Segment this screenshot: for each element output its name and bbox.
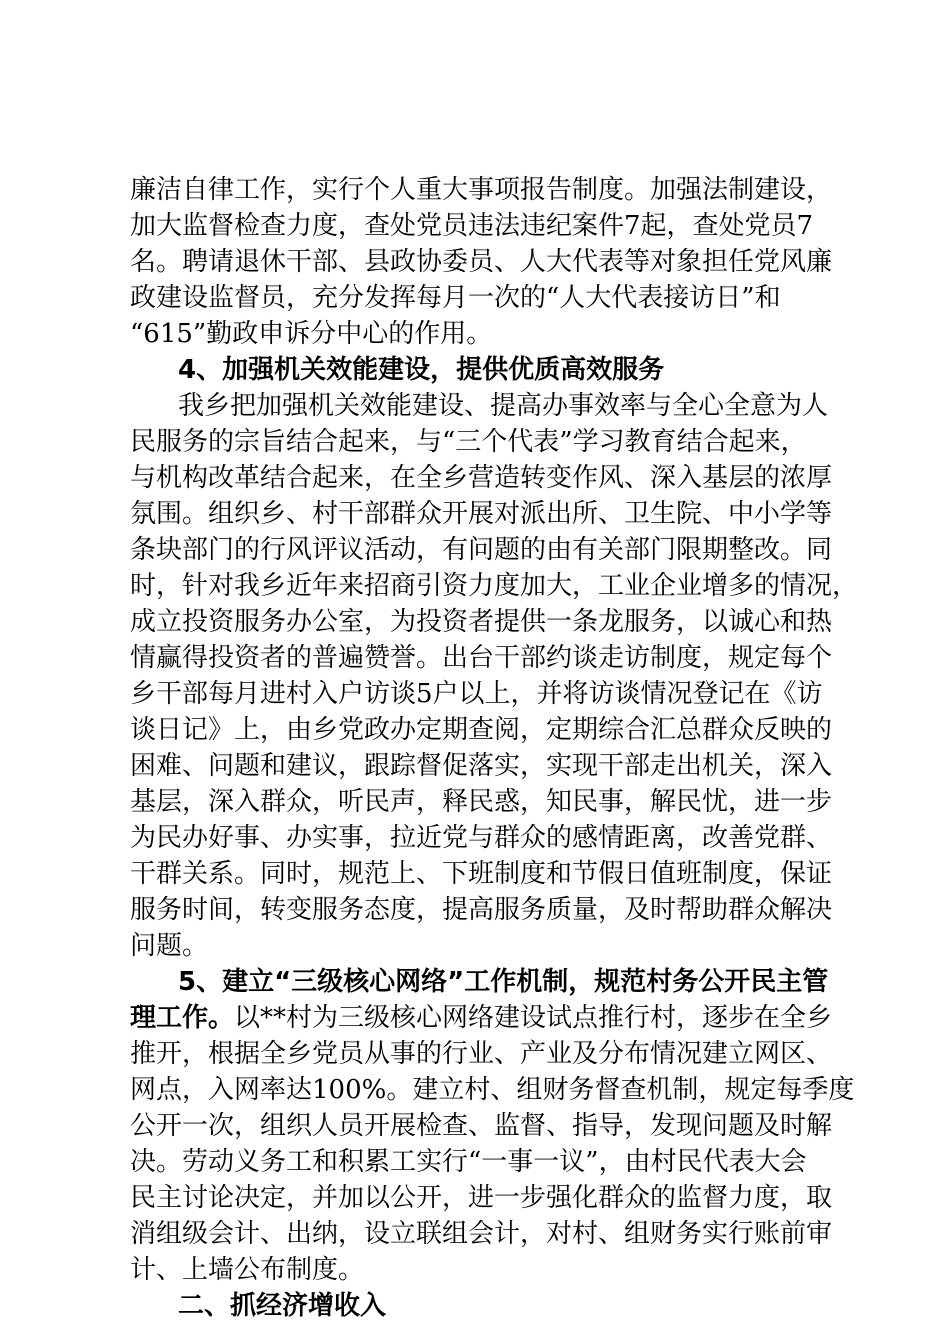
- text-line: 干群关系。同时，规范上、下班制度和节假日值班制度，保证: [130, 859, 833, 889]
- text-line: 决。劳动义务工和积累工实行“一事一议”，由村民代表大会: [130, 1147, 807, 1177]
- text-line: 谈日记》上，由乡党政办定期查阅，定期综合汇总群众反映的: [130, 715, 833, 745]
- text-line: 困难、问题和建议，跟踪督促落实，实现干部走出机关，深入: [130, 751, 833, 781]
- text-line: 服务时间，转变服务态度，提高服务质量，及时帮助群众解决: [130, 895, 833, 925]
- text-line: 氛围。组织乡、村干部群众开展对派出所、卫生院、中小学等: [130, 499, 833, 529]
- section-heading-4: 4、加强机关效能建设，提供优质高效服务: [178, 355, 665, 385]
- section-heading-2: 二、抓经济增收入: [178, 1291, 387, 1321]
- text-line: 网点，入网率达100%。建立村、组财务督查机制，规定每季度: [130, 1075, 855, 1105]
- text-line: 名。聘请退休干部、县政协委员、人大代表等对象担任党风廉: [130, 247, 833, 277]
- text-line: 消组级会计、出纳，设立联组会计，对村、组财务实行账前审: [130, 1219, 833, 1249]
- text-line: 条块部门的行风评议活动，有问题的由有关部门限期整改。同: [130, 535, 833, 565]
- text-line: 问题。: [130, 931, 209, 961]
- text-line: 我乡把加强机关效能建设、提高办事效率与全心全意为人: [178, 391, 829, 421]
- text-line: 与机构改革结合起来，在全乡营造转变作风、深入基层的浓厚: [130, 463, 833, 493]
- section-heading-5: 5、建立“三级核心网络”工作机制，规范村务公开民主管: [178, 967, 829, 997]
- text-line: 廉洁自律工作，实行个人重大事项报告制度。加强法制建设，: [130, 175, 833, 205]
- text-line: 乡干部每月进村入户访谈5户以上，并将访谈情况登记在《访: [130, 679, 823, 709]
- text-line: 情赢得投资者的普遍赞誉。出台干部约谈走访制度，规定每个: [130, 643, 833, 673]
- text-line: 成立投资服务办公室，为投资者提供一条龙服务，以诚心和热: [130, 607, 833, 637]
- text-line: 民服务的宗旨结合起来，与“三个代表”学习教育结合起来，: [130, 427, 807, 457]
- section-heading-5-cont: 理工作。: [130, 1003, 235, 1033]
- text-line: 时，针对我乡近年来招商引资力度加大，工业企业增多的情况，: [130, 571, 859, 601]
- text-line: 民主讨论决定，并加以公开，进一步强化群众的监督力度，取: [130, 1183, 833, 1213]
- text-line-mixed: [130, 1000, 832, 1036]
- text-line: 政建设监督员，充分发挥每月一次的“人大代表接访日”和: [130, 283, 781, 313]
- text-line: 推开，根据全乡党员从事的行业、产业及分布情况建立网区、: [130, 1039, 833, 1069]
- text-line: 公开一次，组织人员开展检查、监督、指导，发现问题及时解: [130, 1111, 833, 1141]
- text-line: 基层，深入群众，听民声，释民惑，知民事，解民忧，进一步: [130, 787, 833, 817]
- text-line: “615”勤政申诉分中心的作用。: [130, 319, 493, 349]
- text-line: 计、上墙公布制度。: [130, 1255, 365, 1285]
- text-line: 加大监督检查力度，查处党员违法违纪案件7起，查处党员7: [130, 211, 814, 241]
- text-span: 以**村为三级核心网络建设试点推行村，逐步在全乡: [234, 1003, 833, 1033]
- text-line: 为民办好事、办实事，拉近党与群众的感情距离，改善党群、: [130, 823, 833, 853]
